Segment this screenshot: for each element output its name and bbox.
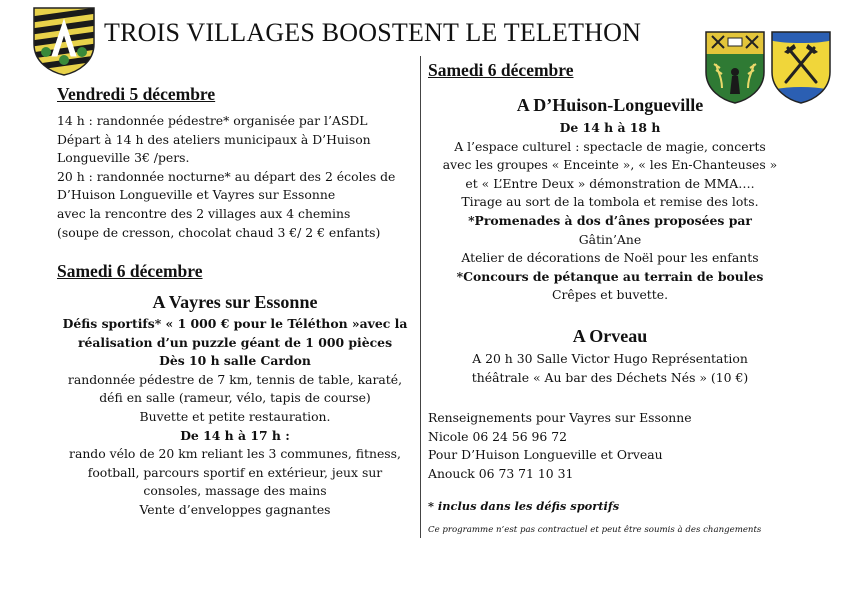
orveau-line: théâtrale « Au bar des Déchets Nés » (10 €) bbox=[471, 369, 749, 385]
vayres-line: défi en salle (rameur, vélo, tapis de course) bbox=[99, 390, 371, 406]
contacts-section bbox=[428, 409, 692, 483]
contact-line: Anouck 06 73 71 10 31 bbox=[428, 465, 574, 481]
vayres-section bbox=[50, 315, 420, 520]
vayres-line: Dès 10 h salle Cardon bbox=[159, 353, 311, 369]
friday-section bbox=[57, 112, 417, 242]
footnote: * inclus dans les défis sportifs bbox=[428, 499, 620, 513]
orveau-coat-of-arms-icon bbox=[770, 30, 832, 104]
saturday-heading-right: Samedi 6 décembre bbox=[428, 60, 574, 80]
orveau-place-title: A Orveau bbox=[572, 326, 648, 346]
friday-line: (soupe de cresson, chocolat chaud 3 €/ 2 € enfants) bbox=[57, 224, 381, 240]
vayres-coat-of-arms-icon bbox=[32, 6, 96, 76]
dhuison-section bbox=[424, 119, 796, 305]
dhuison-line: Atelier de décorations de Noël pour les enfants bbox=[461, 250, 759, 266]
dhuison-line: avec les groupes « Enceinte », « les En-Chanteuses » bbox=[442, 157, 778, 173]
dhuison-line: De 14 h à 18 h bbox=[559, 120, 661, 135]
saturday-heading-left: Samedi 6 décembre bbox=[57, 261, 203, 281]
friday-line: D’Huison Longueville et Vayres sur Essonne bbox=[57, 187, 336, 203]
contact-line: Pour D’Huison Longueville et Orveau bbox=[428, 447, 663, 463]
friday-line: Départ à 14 h des ateliers municipaux à D’Huison bbox=[57, 131, 371, 147]
dhuison-line: A l’espace culturel : spectacle de magie, concerts bbox=[454, 138, 766, 154]
vayres-place-title: A Vayres sur Essonne bbox=[152, 292, 318, 312]
dhuison-line: Crêpes et buvette. bbox=[551, 287, 669, 303]
vayres-line: rando vélo de 20 km reliant les 3 communes, fitness, bbox=[69, 446, 401, 462]
friday-line: 20 h : randonnée nocturne* au départ des 2 écoles de bbox=[57, 168, 396, 184]
dhuison-line: *Promenades à dos d’ânes proposées par bbox=[468, 212, 752, 228]
dhuison-line: Tirage au sort de la tombola et remise des lots. bbox=[461, 194, 759, 210]
vayres-line: Vente d’enveloppes gagnantes bbox=[139, 501, 331, 517]
page-title: TROIS VILLAGES BOOSTENT LE TELETHON bbox=[104, 18, 642, 47]
vayres-line: football, parcours sportif en extérieur, jeux sur bbox=[87, 464, 383, 480]
vayres-line: Défis sportifs* « 1 000 € pour le Téléthon »avec la bbox=[62, 316, 408, 331]
friday-line: avec la rencontre des 2 villages aux 4 chemins bbox=[57, 205, 351, 221]
vayres-line: De 14 h à 17 h : bbox=[180, 427, 290, 443]
disclaimer: Ce programme n’est pas contractuel et peut être soumis à des changements bbox=[428, 525, 762, 535]
column-divider bbox=[420, 56, 421, 538]
contact-line: Renseignements pour Vayres sur Essonne bbox=[428, 410, 692, 425]
dhuison-line: *Concours de pétanque au terrain de boules bbox=[456, 268, 764, 284]
dhuison-line: Gâtin’Ane bbox=[578, 231, 642, 247]
orveau-section bbox=[424, 350, 796, 387]
friday-heading: Vendredi 5 décembre bbox=[57, 84, 216, 104]
vayres-line: randonnée pédestre de 7 km, tennis de table, karaté, bbox=[67, 371, 403, 387]
contact-line: Nicole 06 24 56 96 72 bbox=[428, 428, 568, 444]
dhuison-coat-of-arms-icon bbox=[704, 30, 766, 104]
vayres-line: Buvette et petite restauration. bbox=[139, 408, 331, 424]
friday-line: 14 h : randonnée pédestre* organisée par l’ASDL bbox=[57, 113, 368, 128]
orveau-line: A 20 h 30 Salle Victor Hugo Représentation bbox=[472, 351, 748, 366]
vayres-line: réalisation d’un puzzle géant de 1 000 pièces bbox=[77, 334, 393, 350]
vayres-line: consoles, massage des mains bbox=[143, 483, 327, 499]
friday-line: Longueville 3€ /pers. bbox=[57, 150, 190, 166]
dhuison-line: et « L’Entre Deux » démonstration de MMA…. bbox=[465, 175, 755, 191]
dhuison-place-title: A D’Huison-Longueville bbox=[516, 95, 704, 115]
